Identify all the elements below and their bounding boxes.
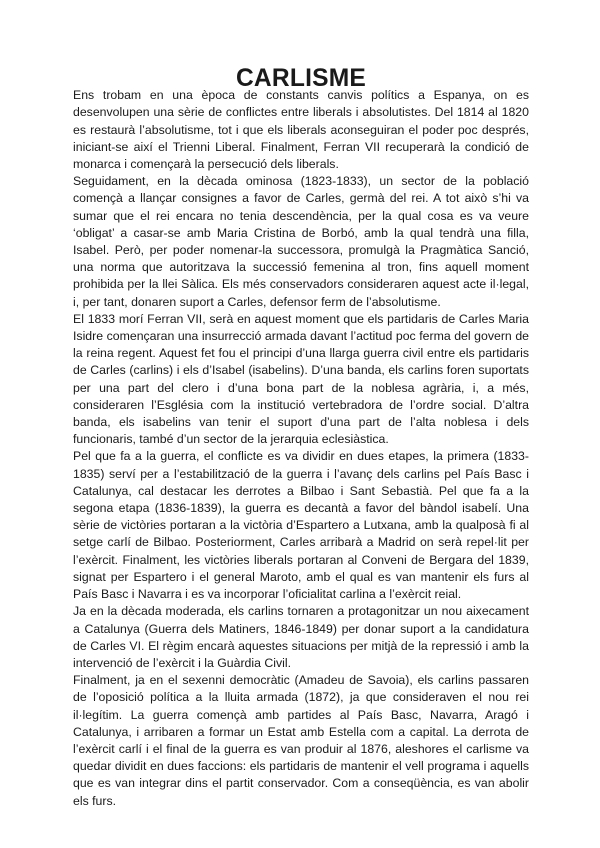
paragraph-civil-war-start: El 1833 morí Ferran VII, serà en aquest moment que els partidaris de Carles Maria Isidre començaran una insurrecció armada davant l’actitud poc ferma del govern de la reina regent. Aquest fet fou el principi d’una llarga guerra civil entre els partidaris de Carles (carlins) i els d’Isabel (isabelins). D’una banda, els carlins foren suportats per una part del clero i d’una bona part de la noblesa agrària, i, a més, consideraren l’Església com la institució vertebradora de l’ordre social. D’altra banda, els isabelins van tenir el suport d’una part de l’alta noblesa i dels funcionaris, també d’un sector de la jerarquia eclesiàstica. xyxy=(73,311,529,447)
paragraph-ominous-decade: Seguidament, en la dècada ominosa (1823-1833), un sector de la població començà a llançar consignes a favor de Carles, germà del rei. A tot això s’hi va sumar que el rei encara no tenia descendència, per la qual cosa es va veure ‘obligat’ a casar-se amb Maria Cristina de Borbó, amb la qual tendrà una filla, Isabel. Però, per poder nomenar-la successora, promulgà la Pragmàtica Sanció, una norma que autoritzava la successió femenina al tron, fins aquell moment prohibida per la llei Sàlica. Els més conservadors consideraren aquest acte il·legal, i, per tant, donaren suport a Carles, defensor ferm de l’absolutisme. xyxy=(73,174,529,309)
document-title: CARLISME xyxy=(235,65,367,92)
document-page xyxy=(73,65,529,810)
paragraph-moderate-decade: Ja en la dècada moderada, els carlins tornaren a protagonitzar un nou aixecament a Catalunya (Guerra dels Matiners, 1846-1849) per donar suport a la candidatura de Carles VI. El règim encarà aquestes situacions per mitjà de la repressió i amb la intervenció de l’exèrcit i la Guàrdia Civil. xyxy=(73,604,529,670)
paragraph-war-stages: Pel que fa a la guerra, el conflicte es va dividir en dues etapes, la primera (1833-1835) serví per a l’estabilització de la guerra i l’avanç dels carlins pel País Basc i Catalunya, cal destacar les derrotes a Bilbao i Sant Sebastià. Pel que fa a la segona etapa (1836-1839), la guerra es decantà a favor del bàndol isabelí. Una sèrie de victòries portaran a la victòria d’Espartero a Lutxana, amb la qualposà fi al setge carlí de Bilbao. Posteriorment, Carles arribarà a Madrid on serà repel·lit per l’exèrcit. Finalment, les victòries liberals portaran al Conveni de Bergara del 1839, signat per Espartero i el general Maroto, amb el qual es van mantenir els furs al País Basc i Navarra i es va incorporar l’oficialitat carlina a l’exèrcit reial. xyxy=(73,449,529,602)
paragraph-restoration: Ens trobam en una època de constants canvis polítics a Espanya, on es desenvolupen una sèrie de conflictes entre liberals i absolutistes. Del 1814 al 1820 es restaurà l’absolutisme, tot i que els liberals aconseguiran el poder poc després, iniciant-se així el Trienni Liberal. Finalment, Ferran VII recuperarà la condició de monarca i començarà la persecució dels liberals. xyxy=(73,88,529,172)
paragraph-democratic-sexennium: Finalment, ja en el sexenni democràtic (Amadeu de Savoia), els carlins passaren de l’oposició política a la lluita armada (1872), ja que consideraven el nou rei il·legítim. La guerra començà amb partides al País Basc, Navarra, Aragó i Catalunya, i arribaren a formar un Estat amb Estella com a capital. La derrota de l’exèrcit carlí i el final de la guerra es van produir al 1876, aleshores el carlisme va quedar dividit en dues faccions: els partidaris de mantenir el vell programa i aquells que es van integrar dins el partit conservador. Com a conseqüència, es van abolir els furs. xyxy=(73,673,529,808)
